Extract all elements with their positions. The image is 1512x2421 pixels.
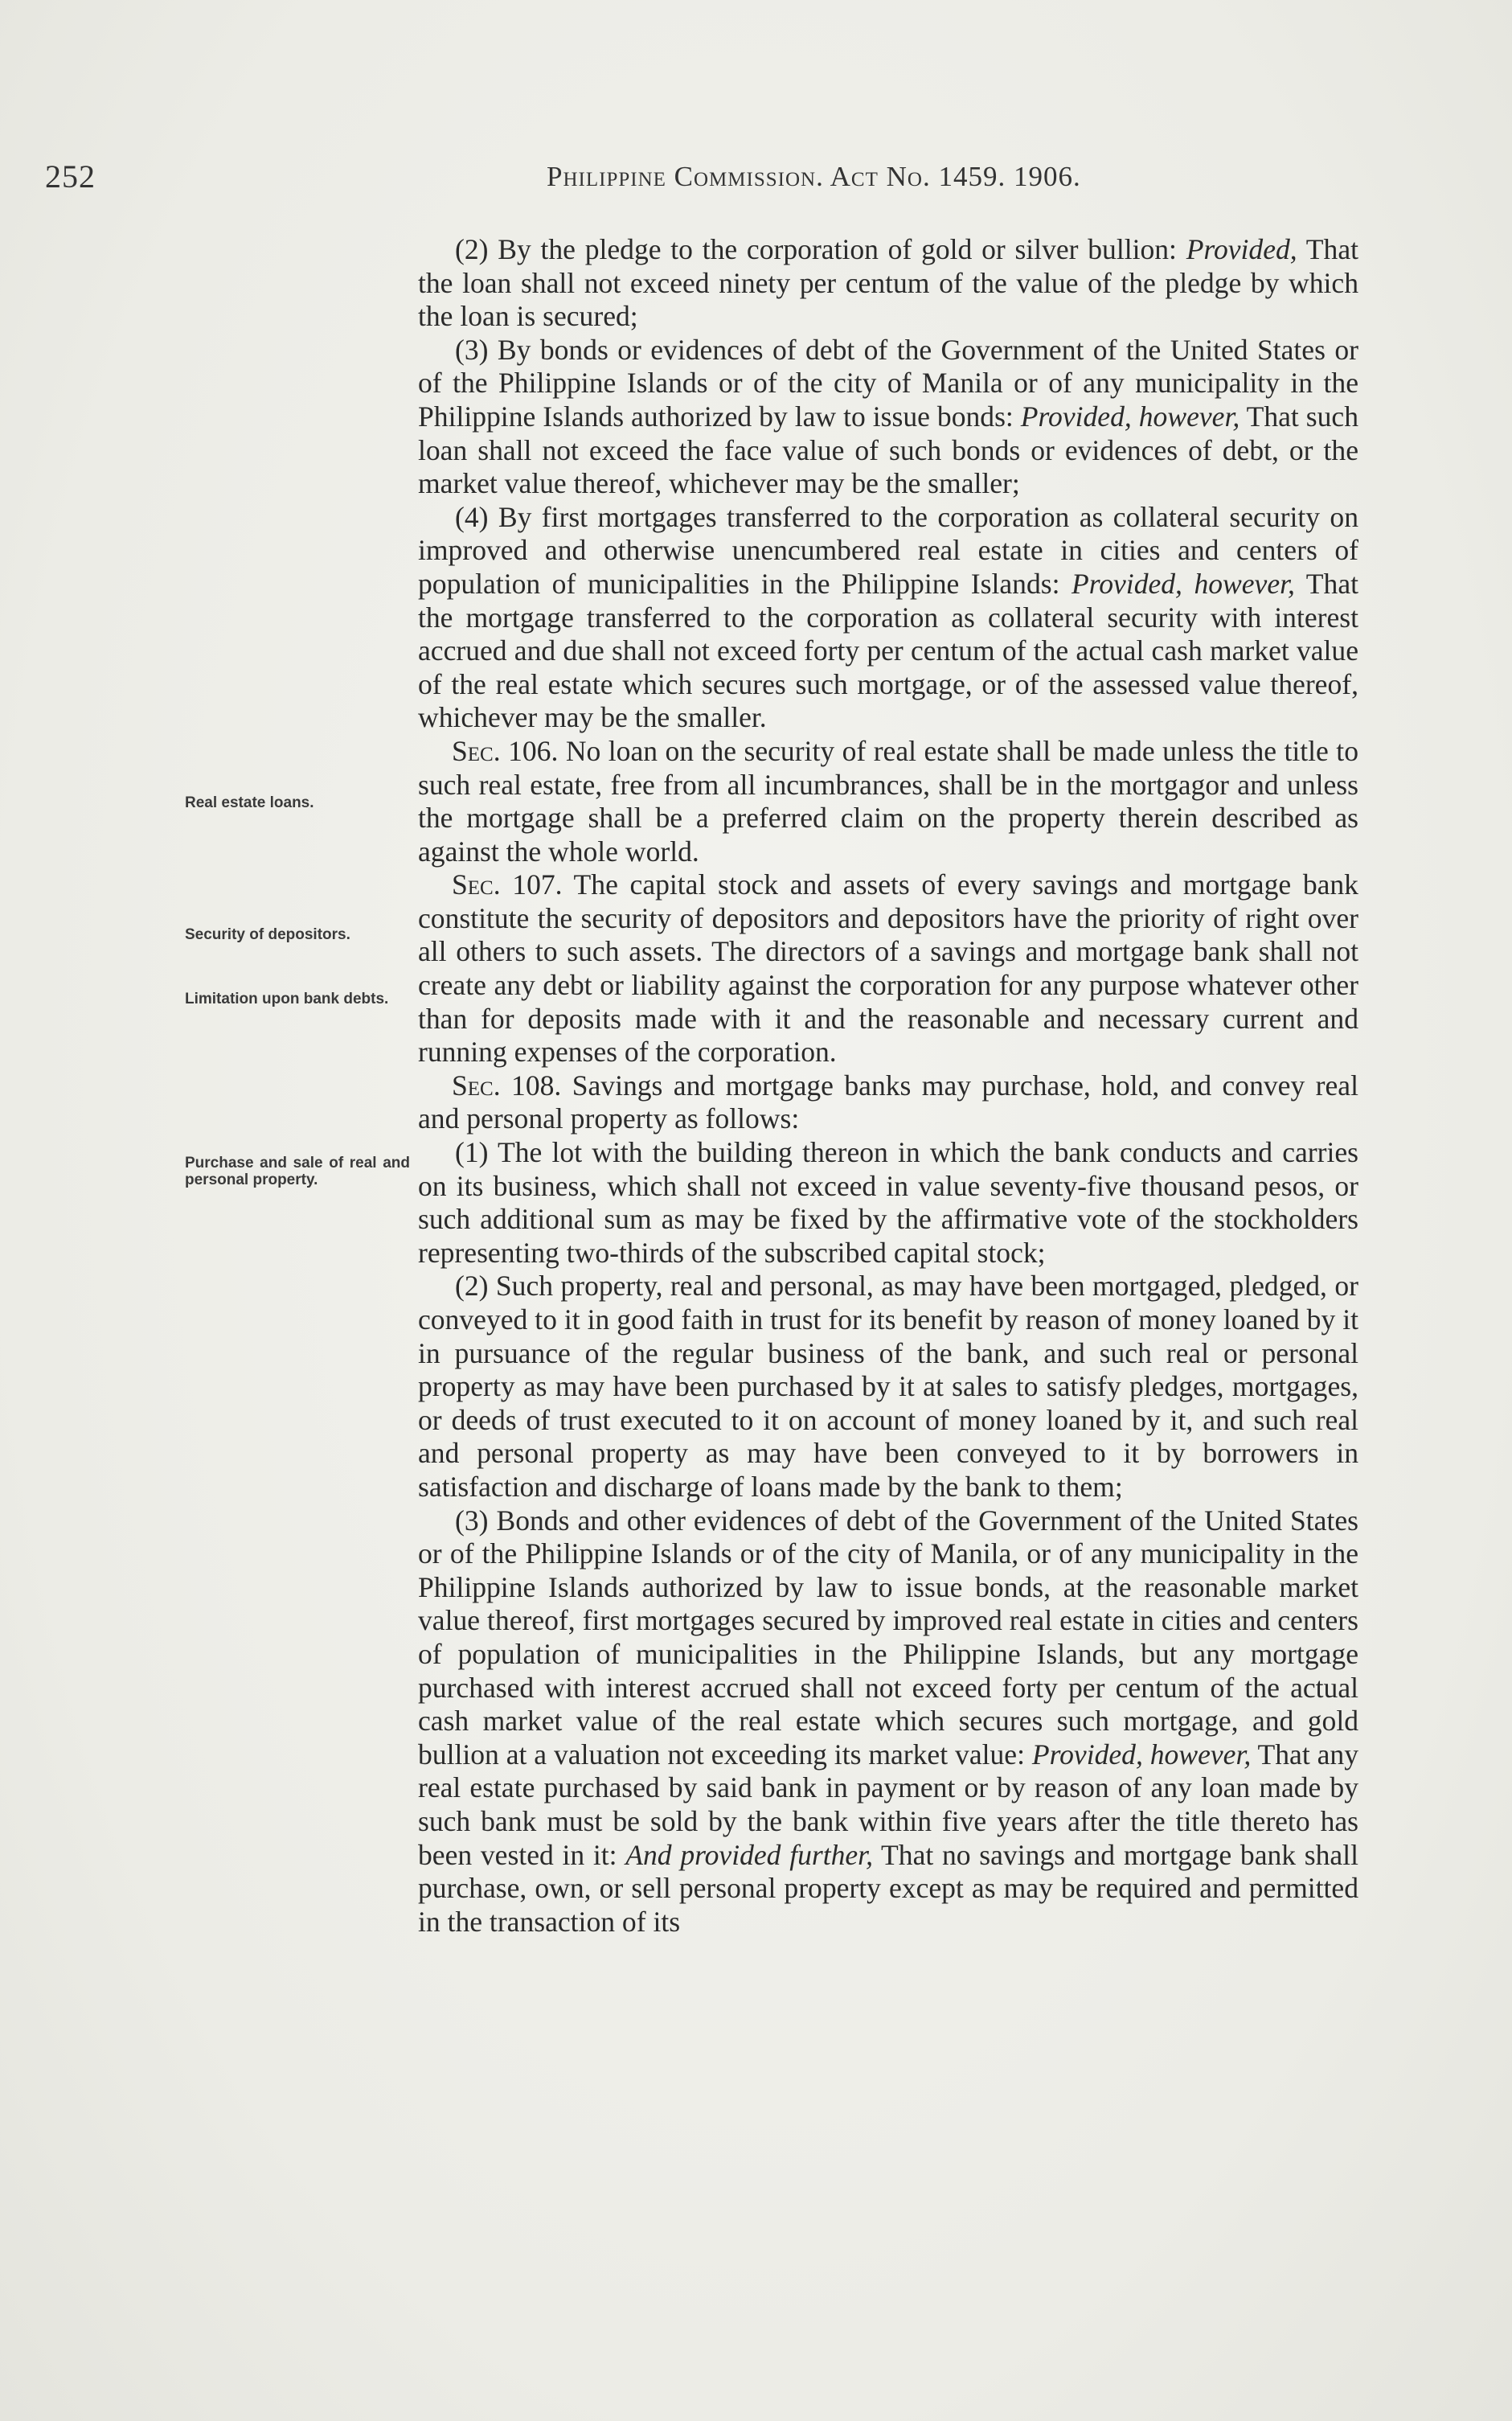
section-106 [418,735,1358,868]
margin-note-limitation-bank-debts: Limitation upon bank debts. [185,991,389,1007]
text-run: (3) By bonds or evidences of debt of the Government of the United States or of the Philippine Islands or of the city of Manila or of any municipality in the Philippine Islands authorized by law to issue bonds: [418,333,1358,433]
proviso-italic: And provided further, [625,1838,873,1871]
proviso-italic: Provided, [1186,233,1297,265]
proviso-italic: Provided, however, [1031,1738,1252,1771]
section-108-clause-3 [418,1504,1358,1939]
text-run: (3) Bonds and other evidences of debt of the Government of the United States or of the Philippine Islands or of the city of Manila, or of any municipality in the Philippine Islands authorized by law to issue bonds, at the reasonable market value thereof, first mortgages secured by improved real estate in cities and centers of population of municipalities in the Philippine Islands, but any mortgage purchased with interest accrued shall not exceed forty per centum of the actual cash market value of the real estate which secures such mortgage, and gold bullion at a valuation not exceeding its market value: [418,1504,1358,1771]
text-run: That any real estate purchased by said bank in payment or by reason of any loan made by such bank must be sold by the bank within five years after the title thereto has been vested in it: [418,1738,1359,1871]
margin-note-real-estate-loans: Real estate loans. [185,794,314,811]
text-run: That such loan shall not exceed the face value of such bonds or evidences of debt, or the market value thereof, whichever may be the smaller; [418,400,1358,500]
proviso-italic: Provided, however, [1020,400,1240,433]
text-run: (2) By the pledge to the corporation of gold or silver bullion: [455,233,1186,265]
text-run: Savings and mortgage banks may purchase, hold, and convey real and personal property as follows: [418,1069,1358,1135]
text-run: No loan on the security of real estate shall be made unless the title to such real estate, free from all incumbrances, shall be in the mortgagor and unless the mortgage shall be a preferred claim on the property therein described as against the whole world. [418,734,1358,868]
running-head: Philippine Commission. Act No. 1459. 1906. [547,161,1081,192]
section-label: Sec. 107. [452,868,563,901]
section-108-clause-1: (1) The lot with the building thereon in which the bank conducts and carries on its business, which shall not exceed in value seventy-five thousand pesos, or such additional sum as may be fixed by the affirmative vote of the stockholders representing two-thirds of the subscribed capital stock; [418,1136,1358,1269]
paragraph-clause-2 [418,233,1358,334]
text-run: That the mortgage transferred to the corporation as collateral security with interest accrued and due shall not exceed forty per centum of the actual cash market value of the real estate which secures such mortgage, or of the assessed value thereof, whichever may be the smaller. [418,567,1358,734]
proviso-italic: Provided, however, [1071,567,1295,600]
paragraph-clause-3 [418,334,1358,501]
section-label: Sec. 108. [452,1069,562,1102]
section-label: Sec. 106. [452,734,559,767]
section-108 [418,1069,1358,1136]
section-108-clause-2: (2) Such property, real and personal, as may have been mortgaged, pledged, or conveyed to it in good faith in trust for its benefit by reason of money loaned by it in pursuance of the regular business of the bank, and such real or personal property as may have been purchased by it at sales to satisfy pledges, mortgages, or deeds of trust executed to it on account of money loaned by it, and such real and personal property as may have been conveyed to it by borrowers in satisfaction and discharge of loans made by the bank to them; [418,1270,1358,1503]
text-run: That the loan shall not exceed ninety per centum of the value of the pledge by which the loan is secured; [418,233,1359,333]
text-run: The capital stock and assets of every savings and mortgage bank constitute the security of depositors and depositors have the priority of right over all others to such assets. The directors of a savings and mortgage bank shall not create any debt or liability against the corporation for any purpose whatever other than for deposits made with it and the reasonable and necessary current and running expenses of the corporation. [418,868,1358,1069]
body-text [418,233,1358,1939]
page-number: 252 [45,158,96,195]
margin-note-purchase-and-sale: Purchase and sale of real and personal property. [185,1155,410,1188]
margin-note-security-of-depositors: Security of depositors. [185,926,350,943]
section-107 [418,868,1358,1069]
text-run: That no savings and mortgage bank shall purchase, own, or sell personal property except as may be required and permitted in the transaction of its [418,1838,1358,1938]
text-run: (4) By first mortgages transferred to the corporation as collateral security on improved and otherwise unencumbered real estate in cities and centers of population of municipalities in the Philippine Islands: [418,500,1358,600]
paragraph-clause-4 [418,501,1358,735]
